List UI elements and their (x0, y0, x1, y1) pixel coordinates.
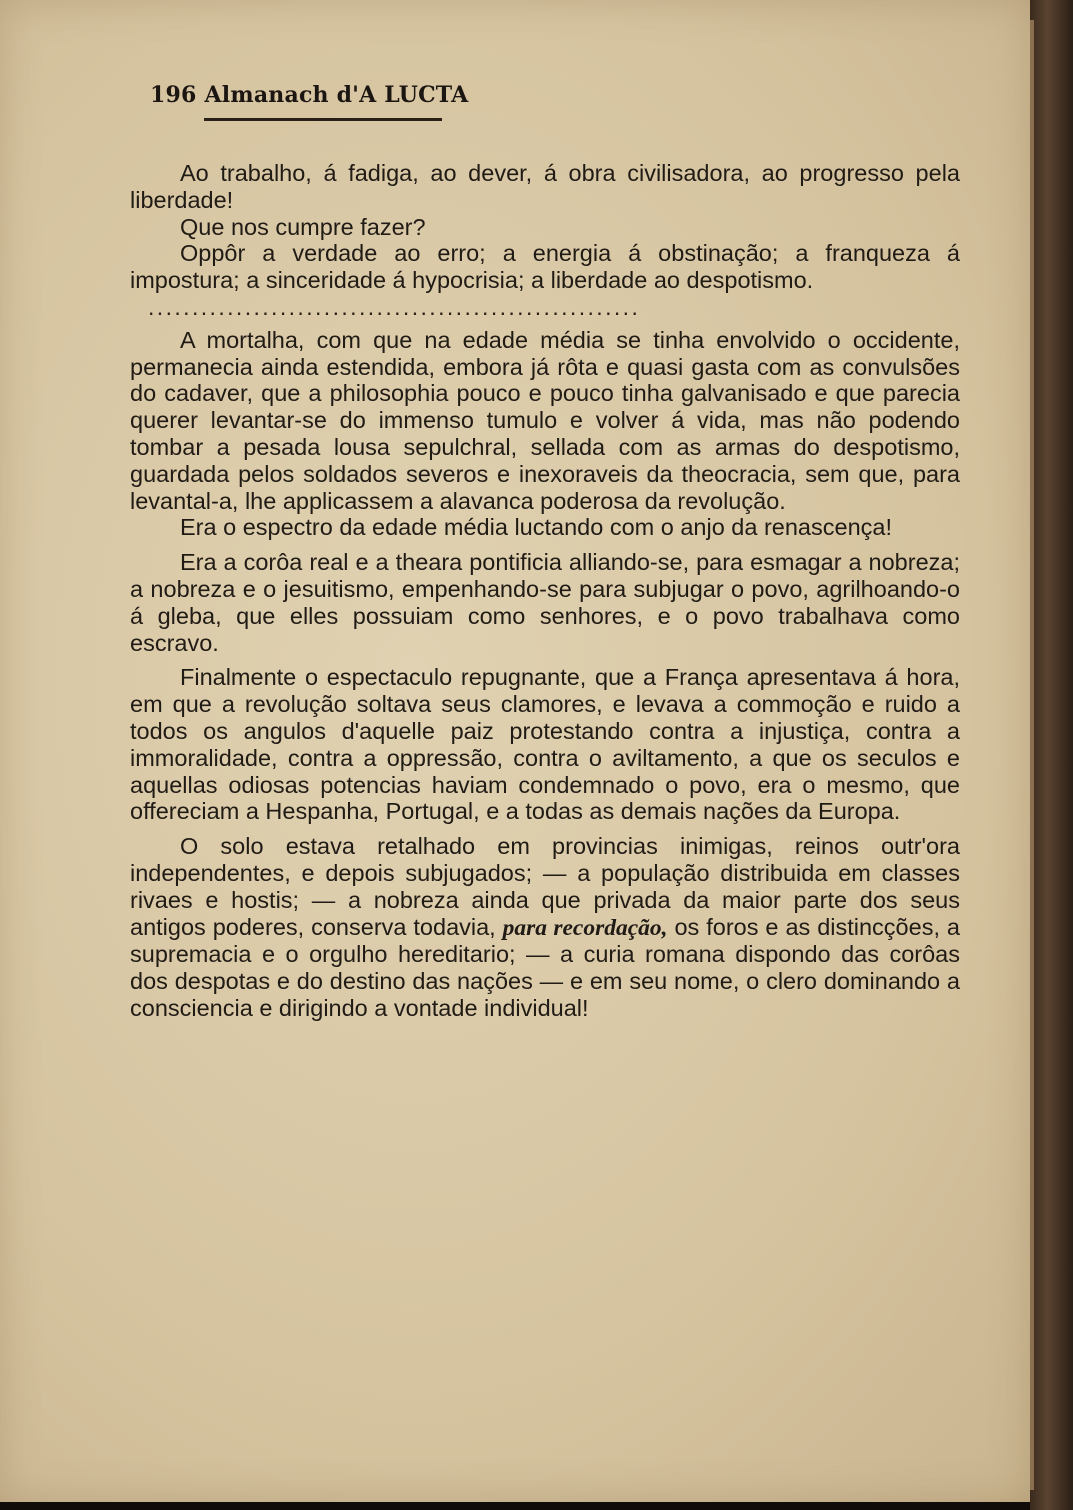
paragraph-text: O solo estava retalhado em provincias inimigas, reinos outr'ora independentes, e depois subjugados; — a população distribuida em classes rivaes e hostis; — a nobreza ainda que privada da maior parte dos seus antigos poderes, conserva todavia, (130, 833, 960, 940)
italic-phrase: para recordação, (502, 914, 668, 941)
paragraph-last (130, 833, 960, 1022)
paragraph: Que nos cumpre fazer? (180, 213, 426, 240)
paragraph: A mortalha, com que na edade média se tinha envolvido o occidente, permanecia ainda estendida, embora já rôta e quasi gasta com as convulsões do cadaver, que a philosophia pouco e pouco tinha galvanisado e que parecia querer levantar-se do immenso tumulo e volver á vida, mas não podendo tombar a pesada lousa sepulchral, sellada com as armas do despotismo, guardada pelos soldados severos e inexoraveis da theocracia, sem que, para levantal-a, lhe applicassem a alavanca poderosa da revolução. (130, 326, 960, 514)
paragraph: Era a corôa real e a theara pontificia alliando-se, para esmagar a nobreza; a nobreza e o jesuitismo, empenhando-se para subjugar o povo, agrilhoando-o á gleba, que elles possuiam como senhores, e o povo trabalhava como escravo. (130, 549, 960, 656)
page-text (130, 160, 960, 1022)
book-spine (1030, 0, 1073, 1510)
paragraph: Ao trabalho, á fadiga, ao dever, á obra civilisadora, ao progresso pela liberdade! (130, 160, 960, 213)
page-number: 196 (150, 82, 197, 108)
dotted-separator: ........................................................ (148, 293, 641, 320)
running-header (150, 82, 468, 108)
running-title: Almanach d'A LUCTA (204, 82, 469, 108)
paragraph: Finalmente o espectaculo repugnante, que a França apresentava á hora, em que a revolução soltava seus clamores, e levava a commoção e ruido a todos os angulos d'aquelle paiz protestando contra a injustiça, contra a immoralidade, contra a oppressão, contra o aviltamento, a que os seculos e aquellas odiosas potencias haviam condemnado o povo, era o mesmo, que offereciam a Hespanha, Portugal, e a todas as demais nações da Europa. (130, 664, 960, 825)
paragraph-text: os foros e as distincções, a supremacia e o orgulho hereditario; — a curia romana dispondo das corôas dos despotas e do destino das nações — e em seu nome, o clero dominando a consciencia e dirigindo a vontade individual! (130, 913, 960, 1021)
paragraph: Era o espectro da edade média luctando com o anjo da renascença! (180, 514, 892, 541)
paragraph: Oppôr a verdade ao erro; a energia á obstinação; a franqueza á impostura; a sinceridade á hypocrisia; a liberdade ao despotismo. (130, 240, 960, 294)
header-underline (204, 118, 442, 121)
page-edge (1030, 20, 1034, 1490)
